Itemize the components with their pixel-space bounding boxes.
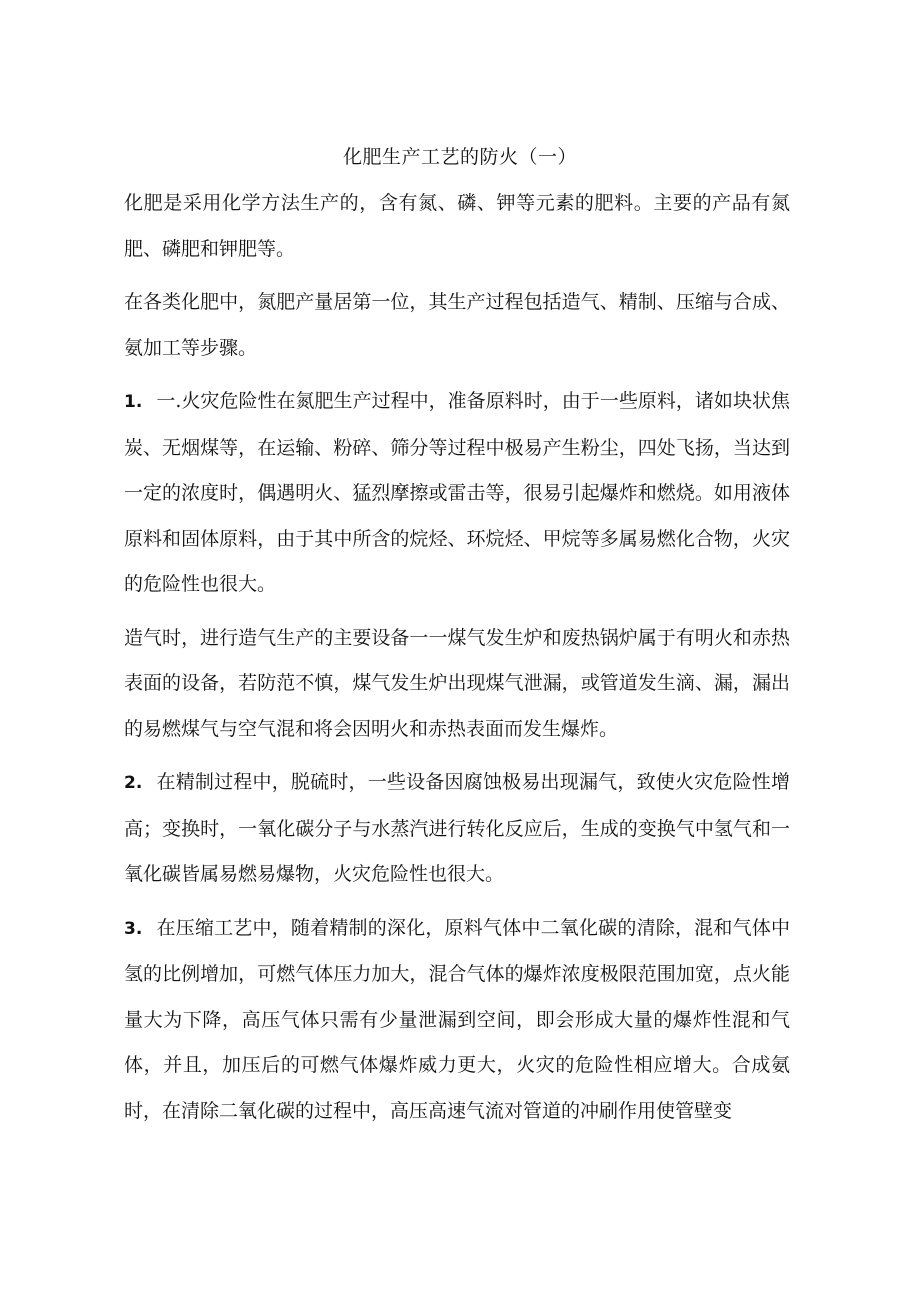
paragraph-intro (124, 181, 790, 272)
paragraph-refining (124, 760, 790, 898)
paragraph-text: 在压缩工艺中，随着精制的深化，原料气体中二氧化碳的清除，混和气体中氢的比例增加，可燃气体压力加大，混合气体的爆炸浓度极限范围加宽，点火能量大为下降，高压气体只需有少量泄漏到空间，即会形成大量的爆炸性混和气体，并且，加压后的可燃气体爆炸威力更大，火灾的危险性相应增大。合成氨时，在清除二氧化碳的过程中，高压高速气流对管道的冲刷作用使管壁变 (124, 916, 790, 1122)
paragraph-fire-hazard (124, 379, 790, 608)
paragraph-number: 1. (124, 392, 143, 412)
paragraph-gas-making (124, 616, 790, 753)
paragraph-nitrogen-fertilizer (124, 280, 790, 371)
paragraph-compression (124, 906, 790, 1135)
paragraph-number: 3. (124, 918, 143, 939)
document-body (124, 181, 790, 1142)
paragraph-text: 在各类化肥中，氮肥产量居第一位，其生产过程包括造气、精制、压缩与合成、氨加工等步骤。 (124, 291, 790, 359)
page-title: 化肥生产工艺的防火（一） (342, 146, 577, 168)
paragraph-text: 化肥是采用化学方法生产的，含有氮、磷、钾等元素的肥料。主要的产品有氮肥、磷肥和钾肥等。 (124, 192, 790, 260)
paragraph-number: 2. (124, 773, 143, 793)
paragraph-text: 在精制过程中，脱硫时，一些设备因腐蚀极易出现漏气，致使火灾危险性增高；变换时，一氧化碳分子与水蒸汽进行转化反应后，生成的变换气中氢气和一氧化碳皆属易燃易爆物，火灾危险性也很大。 (124, 771, 790, 885)
paragraph-text: 一.火灾危险性在氮肥生产过程中，准备原料时，由于一些原料，诸如块状焦炭、无烟煤等，在运输、粉碎、筛分等过程中极易产生粉尘，四处飞扬，当达到一定的浓度时，偶遇明火、猛烈摩擦或雷击等，很易引起爆炸和燃烧。如用液体原料和固体原料，由于其中所含的烷烃、环烷烃、甲烷等多属易燃化合物，火灾的危险性也很大。 (124, 390, 790, 595)
paragraph-text: 造气时，进行造气生产的主要设备一一煤气发生炉和废热锅炉属于有明火和赤热表面的设备，若防范不慎，煤气发生炉出现煤气泄漏，或管道发生滴、漏，漏出的易燃煤气与空气混和将会因明火和赤热表面而发生爆炸。 (124, 626, 790, 740)
